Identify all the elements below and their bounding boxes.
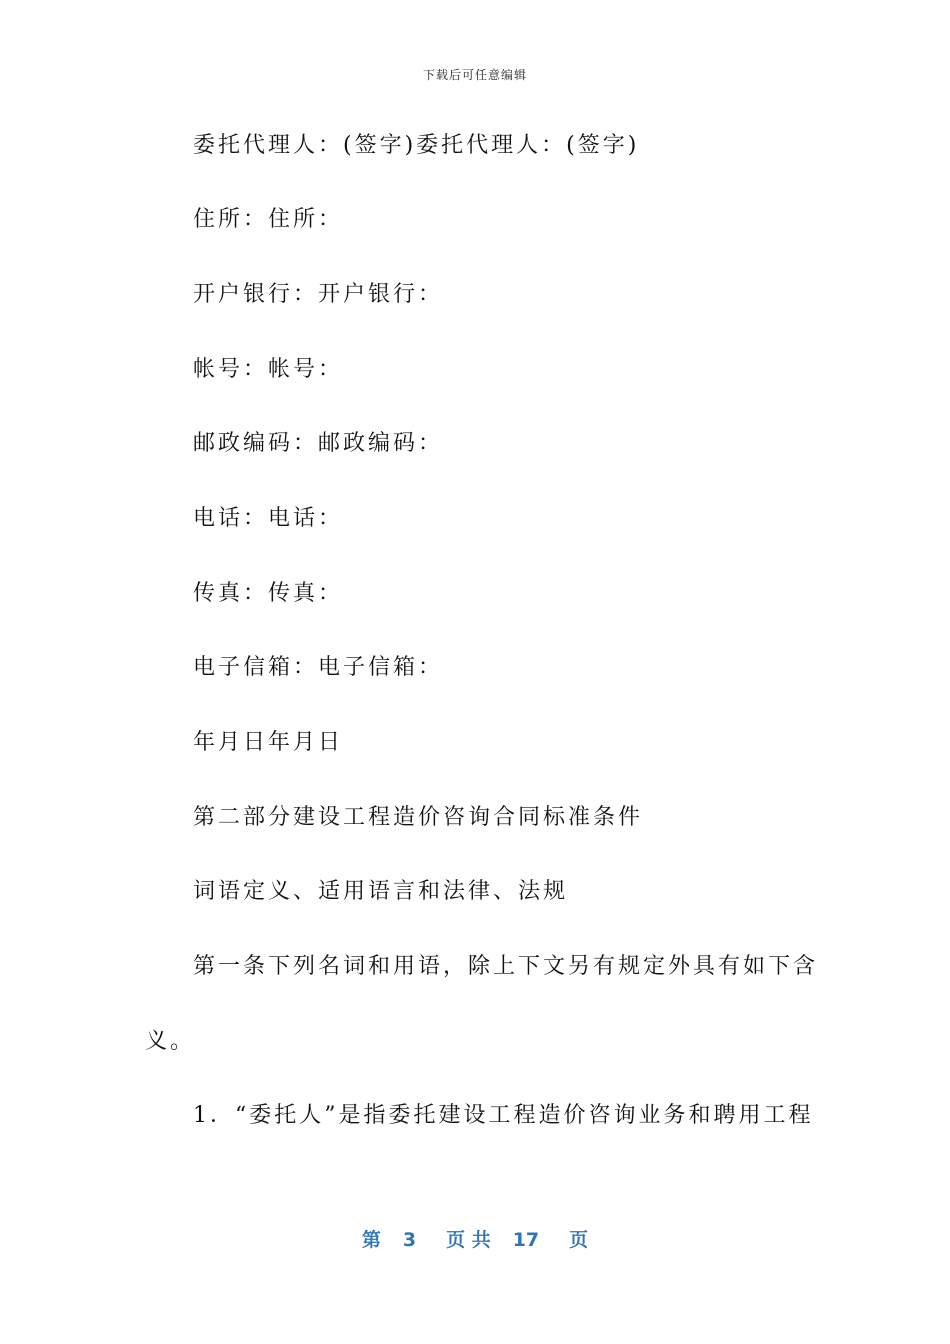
footer-current-page: 3 [402, 1229, 417, 1251]
paragraph-bank: 开户银行：开户银行： [193, 282, 444, 307]
paragraph-postcode: 邮政编码：邮政编码： [193, 431, 444, 456]
footer-middle: 页 共 [446, 1229, 491, 1251]
footer-total-pages: 17 [512, 1229, 540, 1251]
paragraph-email: 电子信箱：电子信箱： [193, 655, 444, 680]
paragraph-account: 帐号：帐号： [193, 357, 344, 382]
paragraph-agent-signature: 委托代理人：(签字)委托代理人：(签字) [193, 133, 640, 158]
paragraph-article-one: 第一条下列名词和用语，除上下文另有规定外具有如下含 [193, 954, 819, 979]
footer-prefix: 第 [361, 1229, 381, 1251]
paragraph-definition-one: 1．“委托人”是指委托建设工程造价咨询业务和聘用工程 [193, 1103, 814, 1128]
paragraph-date: 年月日年月日 [193, 730, 344, 755]
page-header-note: 下载后可任意编辑 [422, 68, 527, 82]
page-footer [0, 1225, 950, 1252]
section-heading: 第二部分建设工程造价咨询合同标准条件 [193, 805, 644, 830]
paragraph-fax: 传真：传真： [193, 581, 344, 606]
paragraph-article-one-continued: 义。 [145, 1029, 196, 1054]
subsection-heading: 词语定义、适用语言和法律、法规 [193, 879, 569, 904]
footer-suffix: 页 [569, 1229, 589, 1251]
paragraph-address: 住所：住所： [193, 207, 344, 232]
paragraph-phone: 电话：电话： [193, 506, 344, 531]
